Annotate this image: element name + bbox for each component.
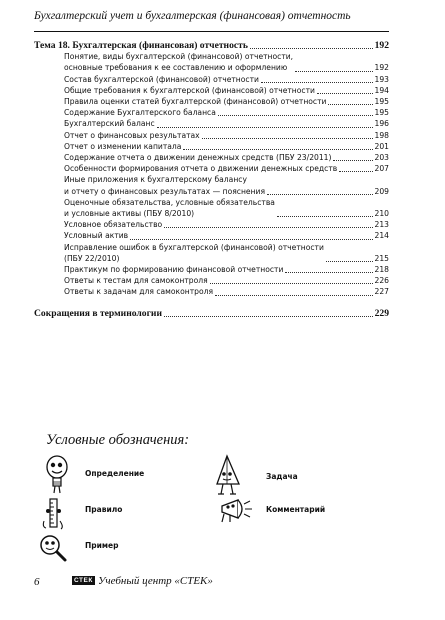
toc-item-title: Общие требования к бухгалтерской (финансовой) отчетности xyxy=(64,85,315,95)
legend-title: Условные обозначения: xyxy=(46,432,190,448)
toc-item-title: Понятие, виды бухгалтерской (финансовой) отчетности, основные требования к ее составлению и оформлению xyxy=(64,52,294,73)
toc-leader-dots xyxy=(277,216,373,217)
toc-item[interactable] xyxy=(34,107,389,118)
toc-item[interactable] xyxy=(34,152,389,163)
megaphone-icon xyxy=(218,496,254,524)
toc-item-page: 195 xyxy=(374,108,389,118)
toc-item-page: 195 xyxy=(374,97,389,107)
toc-leader-dots xyxy=(295,71,372,72)
toc-leader-dots xyxy=(218,115,373,116)
toc-item-page: 213 xyxy=(374,220,389,230)
toc-item[interactable] xyxy=(34,174,389,196)
toc-item-page: 207 xyxy=(374,164,389,174)
toc-item-page: 218 xyxy=(374,265,389,275)
legend-definition: Определение xyxy=(85,469,145,478)
toc-abbreviations[interactable] xyxy=(34,308,389,319)
toc-item-page: 193 xyxy=(374,74,389,84)
toc-item[interactable] xyxy=(34,96,389,107)
toc-item-title: Ответы к задачам для самоконтроля xyxy=(64,287,214,297)
toc-item-title: Правила оценки статей бухгалтерской (финансовой) отчетности xyxy=(64,97,327,107)
toc-item-page: 215 xyxy=(374,253,389,263)
toc-leader-dots xyxy=(326,261,373,262)
toc-item-page: 196 xyxy=(374,119,389,129)
toc-item-title: Исправление ошибок в бухгалтерской (финансовой) отчетности (ПБУ 22/2010) xyxy=(64,242,324,263)
toc-leader-dots xyxy=(164,227,372,228)
toc-item[interactable] xyxy=(34,51,389,73)
toc-gap xyxy=(34,298,389,308)
publisher-logo: СТЕК xyxy=(74,577,93,584)
legend-comment: Комментарий xyxy=(266,505,326,514)
toc-item-title: Отчет о изменении капитала xyxy=(64,141,182,151)
toc-chapter-title: Тема 18. Бухгалтерская (финансовая) отчетность xyxy=(34,40,248,51)
toc-abbreviations-title: Сокращения в терминологии xyxy=(34,307,162,319)
toc-item-page: 203 xyxy=(374,153,389,163)
rule-icon xyxy=(40,497,66,531)
toc-item-page: 214 xyxy=(374,231,389,241)
toc-item-title: Особенности формирования отчета о движении денежных средств xyxy=(64,164,338,174)
toc-item[interactable] xyxy=(34,286,389,297)
toc-item-title: Содержание Бухгалтерского баланса xyxy=(64,108,216,118)
legend-rule: Правило xyxy=(85,505,123,514)
toc-item[interactable] xyxy=(34,141,389,152)
toc-item-page: 198 xyxy=(374,130,389,140)
toc-chapter-page: 192 xyxy=(374,40,389,51)
toc-abbreviations-page: 229 xyxy=(374,307,389,319)
page-number: 6 xyxy=(34,576,40,588)
toc-leader-dots xyxy=(317,93,373,94)
toc-leader-dots xyxy=(339,171,372,172)
toc-item-title: Условное обязательство xyxy=(64,220,163,230)
toc-item[interactable] xyxy=(34,275,389,286)
toc-item[interactable] xyxy=(34,85,389,96)
toc-item-title: Содержание отчета о движении денежных средств (ПБУ 23/2011) xyxy=(64,153,332,163)
toc-item-title: Бухгалтерский баланс xyxy=(64,119,155,129)
toc-item-page: 210 xyxy=(374,209,389,219)
toc-item-title: Условный актив xyxy=(64,231,129,241)
toc-item[interactable] xyxy=(34,74,389,85)
toc-item[interactable] xyxy=(34,264,389,275)
toc-item-page: 194 xyxy=(374,85,389,95)
task-icon xyxy=(213,454,241,498)
toc-leader-dots xyxy=(210,283,373,284)
toc-leader-dots xyxy=(183,149,372,150)
toc-item-page: 226 xyxy=(374,276,389,286)
toc-item[interactable] xyxy=(34,130,389,141)
toc-item[interactable] xyxy=(34,230,389,241)
toc-leader-dots xyxy=(215,295,372,296)
toc-item-list xyxy=(34,51,389,297)
toc-item-title: Практикум по формированию финансовой отчетности xyxy=(64,265,284,275)
toc-item-page: 227 xyxy=(374,287,389,297)
toc-item[interactable] xyxy=(34,197,389,219)
toc-leader-dots xyxy=(333,160,372,161)
legend-example: Пример xyxy=(85,541,119,550)
toc-chapter[interactable] xyxy=(34,40,389,51)
toc-leader-dots xyxy=(202,138,373,139)
toc-leader-dots xyxy=(130,239,372,240)
legend-task: Задача xyxy=(266,472,298,481)
toc-leader-dots xyxy=(267,194,372,195)
publisher-name: Учебный центр «СТЕК» xyxy=(98,575,213,587)
toc-item[interactable] xyxy=(34,118,389,129)
definition-icon xyxy=(44,455,70,495)
toc-leader-dots xyxy=(164,316,373,317)
toc-item-title: Оценочные обязательства, условные обязательства и условные активы (ПБУ 8/2010) xyxy=(64,197,275,219)
toc-item[interactable] xyxy=(34,219,389,230)
toc-item-page: 209 xyxy=(374,186,389,196)
toc-leader-dots xyxy=(285,272,372,273)
toc-item[interactable] xyxy=(34,242,389,264)
toc-item-title: Иные приложения к бухгалтерскому балансу и отчету о финансовых результатах — пояснения xyxy=(64,175,266,196)
toc-item-title: Ответы к тестам для самоконтроля xyxy=(64,276,208,286)
toc-item-page: 192 xyxy=(374,63,389,73)
toc-item-page: 201 xyxy=(374,141,389,151)
toc-leader-dots xyxy=(250,48,373,49)
header-divider xyxy=(34,31,389,32)
running-header: Бухгалтерский учет и бухгалтерская (финансовая) отчетность xyxy=(34,10,351,22)
toc-leader-dots xyxy=(328,104,372,105)
toc-item[interactable] xyxy=(34,163,389,174)
toc-leader-dots xyxy=(261,82,373,83)
toc-item-title: Состав бухгалтерской (финансовой) отчетности xyxy=(64,74,259,84)
table-of-contents xyxy=(34,40,389,319)
toc-item-title: Отчет о финансовых результатах xyxy=(64,130,200,140)
magnifier-icon xyxy=(38,533,68,563)
toc-leader-dots xyxy=(157,127,373,128)
